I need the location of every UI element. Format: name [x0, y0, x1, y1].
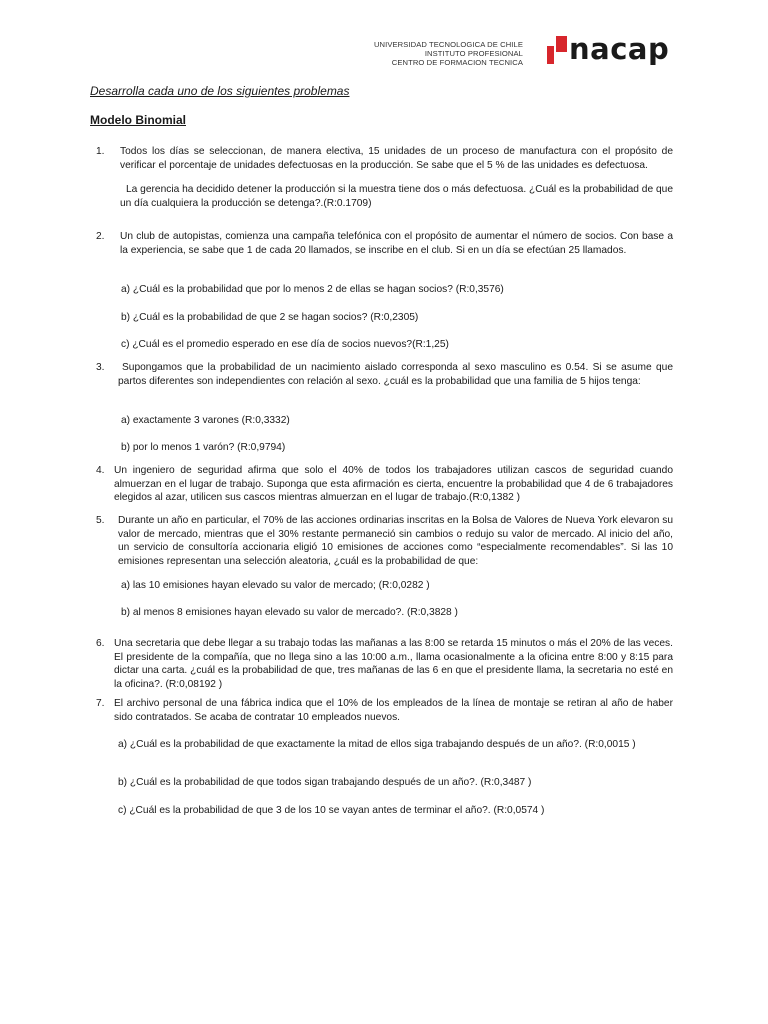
page-header [0, 34, 768, 78]
problem-number: 4. [96, 465, 105, 476]
problem-text: Durante un año en particular, el 70% de las acciones ordinarias inscritas en la Bolsa de Valores de Nueva York elevaron su valor de mercado, mientras que el 30% restante permaneció sin cambios o redujo su valor de mercado. Al inicio del año, un servicio de consultoría accionaria eligió 10 emisiones de acciones como “especialmente recomendables”. Si las 10 emisiones representan una selección aleatoria, ¿cuál es la probabilidad de que: [118, 515, 673, 567]
problem-text: Supongamos que la probabilidad de un nacimiento aislado corresponda al sexo masculino es 0.54. Si se asume que partos diferentes son independientes con relación al sexo. ¿cuál es la probabilidad que una familia de 5 hijos tenga: [118, 362, 673, 387]
institution-line-1: UNIVERSIDAD TECNOLOGICA DE CHILE [373, 40, 523, 49]
institution-line-3: CENTRO DE FORMACION TECNICA [391, 58, 523, 68]
problem-number: 1. [96, 146, 105, 157]
institution-line-2: INSTITUTO PROFESIONAL [424, 49, 523, 59]
section-title: Modelo Binomial [90, 113, 186, 127]
problem-subitem: b) al menos 8 emisiones hayan elevado su valor de mercado?. (R:0,3828 ) [121, 607, 458, 618]
problem-text: Una secretaria que debe llegar a su trabajo todas las mañanas a las 8:00 se retarda 15 minutos o más el 20% de las veces. El presidente de la compañía, que no llega sino a las 10:00 a.m., llama ocasionalmente a la oficina entre 8:00 y 8:15 para dictar una carta. ¿cuál es la probabilidad de que, tres mañanas de las 6 en que el presidente llama, la secretaria no esté en la oficina?. (R:0,08192 ) [114, 638, 673, 690]
problem-subitem: a) exactamente 3 varones (R:0,3332) [121, 415, 290, 426]
problem-text-continued: La gerencia ha decidido detener la producción si la muestra tiene dos o más defectuosa. ¿Cuál es la probabilidad de que un día cualquiera la producción se detenga?.(R:0.1709) [120, 184, 673, 209]
problem-number: 5. [96, 515, 105, 526]
problem-subitem: b) por lo menos 1 varón? (R:0,9794) [121, 442, 286, 453]
problem-subitem: c) ¿Cuál es el promedio esperado en ese día de socios nuevos?(R:1,25) [121, 339, 449, 350]
problem-number: 6. [96, 638, 105, 649]
problem-subitem: a) ¿Cuál es la probabilidad de que exactamente la mitad de ellos siga trabajando después de un año?. (R:0,0015 ) [118, 739, 636, 750]
problem-number: 2. [96, 231, 105, 242]
problem-text: Un club de autopistas, comienza una campaña telefónica con el propósito de aumentar el número de socios. Con base a la experiencia, se sabe que 1 de cada 20 llamados, se inscribe en el club. Si en un día se efectúan 25 llamados. [120, 231, 673, 256]
problem-number: 7. [96, 698, 105, 709]
instructions-heading: Desarrolla cada uno de los siguientes problemas [90, 84, 350, 98]
problem-text: Todos los días se seleccionan, de manera electiva, 15 unidades de un proceso de manufactura con el propósito de verificar el porcentaje de unidades defectuosas en la producción. Se sabe que el 5 % de las unidades es defectuosa. [120, 146, 673, 171]
inacap-logo [545, 32, 685, 72]
problem-subitem: b) ¿Cuál es la probabilidad de que todos sigan trabajando después de un año?. (R:0,3487 ) [118, 777, 532, 788]
institution-names [374, 40, 523, 68]
problem-subitem: a) las 10 emisiones hayan elevado su valor de mercado; (R:0,0282 ) [121, 580, 430, 591]
problem-subitem: a) ¿Cuál es la probabilidad que por lo menos 2 de ellas se hagan socios? (R:0,3576) [121, 284, 504, 295]
problem-subitem: b) ¿Cuál es la probabilidad de que 2 se hagan socios? (R:0,2305) [121, 312, 419, 323]
problem-subitem: c) ¿Cuál es la probabilidad de que 3 de los 10 se vayan antes de terminar el año?. (R:0,0574 ) [118, 805, 545, 816]
problem-number: 3. [96, 362, 105, 373]
problem-text: Un ingeniero de seguridad afirma que solo el 40% de todos los trabajadores utilizan cascos de seguridad cuando almuerzan en el lugar de trabajo. Suponga que esta afirmación es cierta, encuentre la probabilidad que 4 de 6 trabajadores elegidos al azar, utilicen sus cascos mientras almuerzan en el lugar de trabajo.(R:0,1382 ) [114, 465, 673, 503]
problem-text: El archivo personal de una fábrica indica que el 10% de los empleados de la línea de montaje se retiran al año de haber sido contratados. Se acaba de contratar 10 empleados nuevos. [114, 698, 673, 723]
logo-mark-icon [545, 36, 569, 64]
logo-text: nacap [569, 32, 670, 66]
